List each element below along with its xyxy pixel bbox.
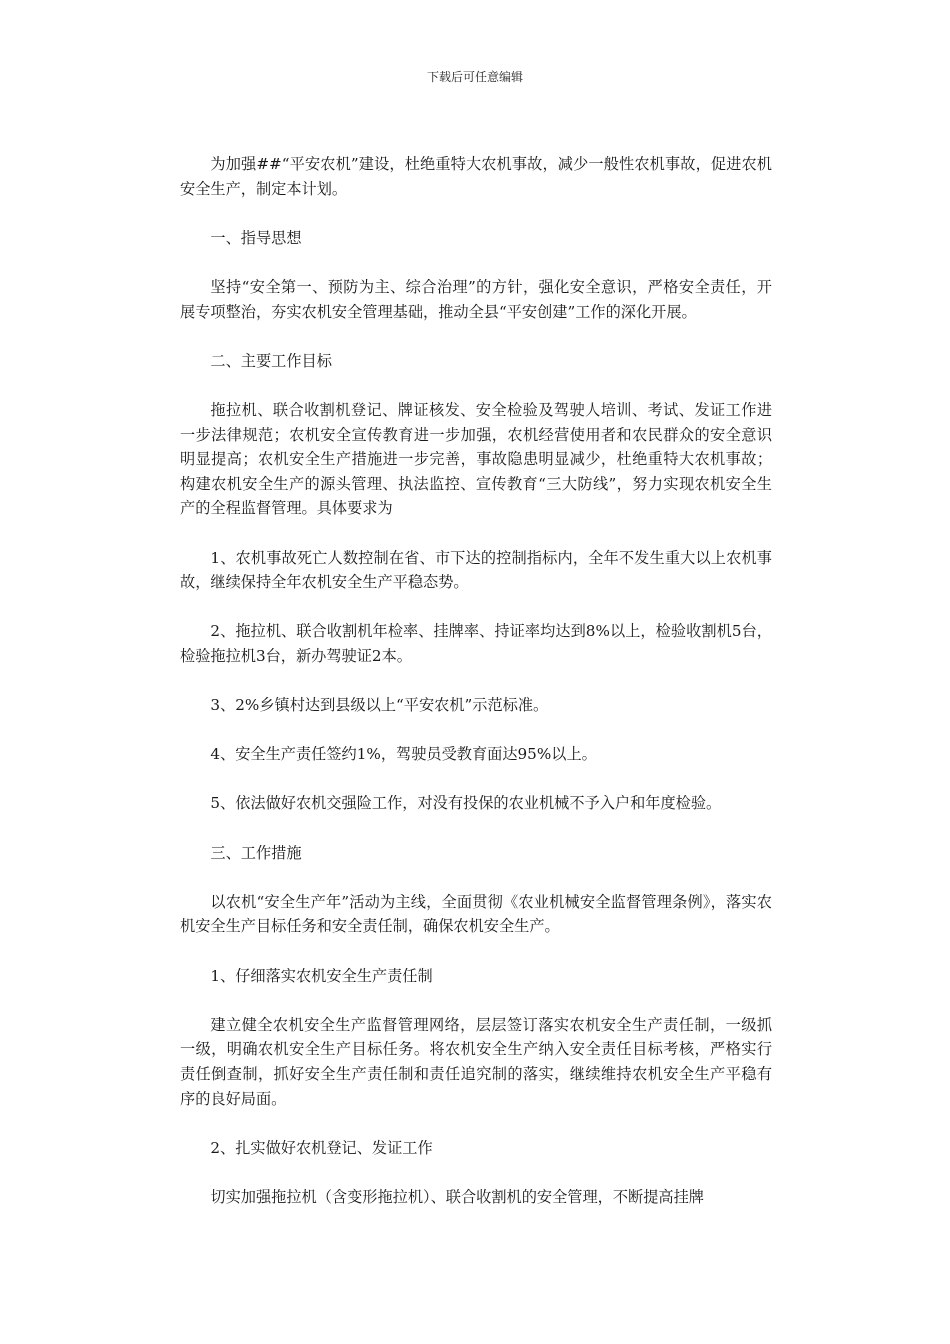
goal-item: 4、安全生产责任签约1%，驾驶员受教育面达95%以上。	[210, 745, 597, 764]
intro-paragraph: 为加强##“平安农机”建设，杜绝重特大农机事故，减少一般性农机事故，促进农机安全生产，制定本计划。	[180, 155, 772, 198]
goal-item: 5、依法做好农机交强险工作，对没有投保的农业机械不予入户和年度检验。	[210, 794, 722, 813]
subsection-paragraph: 建立健全农机安全生产监督管理网络，层层签订落实农机安全生产责任制，一级抓一级，明确农机安全生产目标任务。将农机安全生产纳入安全责任目标考核，严格实行责任倒查制，抓好安全生产责任制和责任追究制的落实，继续维持农机安全生产平稳有序的良好局面。	[180, 1015, 772, 1108]
header-note: 下载后可任意编辑	[426, 70, 523, 84]
goal-item: 3、2%乡镇村达到县级以上“平安农机”示范标准。	[210, 696, 549, 715]
subsection-paragraph: 切实加强拖拉机（含变形拖拉机）、联合收割机的安全管理，不断提高挂牌	[210, 1187, 704, 1206]
goal-item: 1、农机事故死亡人数控制在省、市下达的控制指标内，全年不发生重大以上农机事故，继续保持全年农机安全生产平稳态势。	[180, 548, 772, 592]
section-heading: 三、工作措施	[210, 843, 302, 862]
goal-item: 2、拖拉机、联合收割机年检率、挂牌率、持证率均达到8%以上，检验收割机5台，检验拖拉机3台，新办驾驶证2本。	[180, 622, 772, 665]
section-paragraph: 以农机“安全生产年”活动为主线，全面贯彻《农业机械安全监督管理条例》，落实农机安全生产目标任务和安全责任制，确保农机安全生产。	[180, 892, 772, 936]
section-paragraph: 拖拉机、联合收割机登记、牌证核发、安全检验及驾驶人培训、考试、发证工作进一步法律规范；农机安全宣传教育进一步加强，农机经营使用者和农民群众的安全意识明显提高；农机安全生产措施进一步完善，事故隐患明显减少，杜绝重特大农机事故；构建农机安全生产的源头管理、执法监控、宣传教育“三大防线”，努力实现农机安全生产的全程监督管理。具体要求为	[180, 400, 772, 518]
document-body	[180, 152, 772, 1210]
section-heading: 二、主要工作目标	[210, 351, 332, 370]
subsection-heading: 1、仔细落实农机安全生产责任制	[210, 966, 433, 985]
section-paragraph: 坚持“安全第一、预防为主、综合治理”的方针，强化安全意识，严格安全责任，开展专项整治，夯实农机安全管理基础，推动全县“平安创建”工作的深化开展。	[180, 277, 772, 321]
subsection-heading: 2、扎实做好农机登记、发证工作	[210, 1138, 433, 1157]
section-heading: 一、指导思想	[210, 228, 302, 247]
